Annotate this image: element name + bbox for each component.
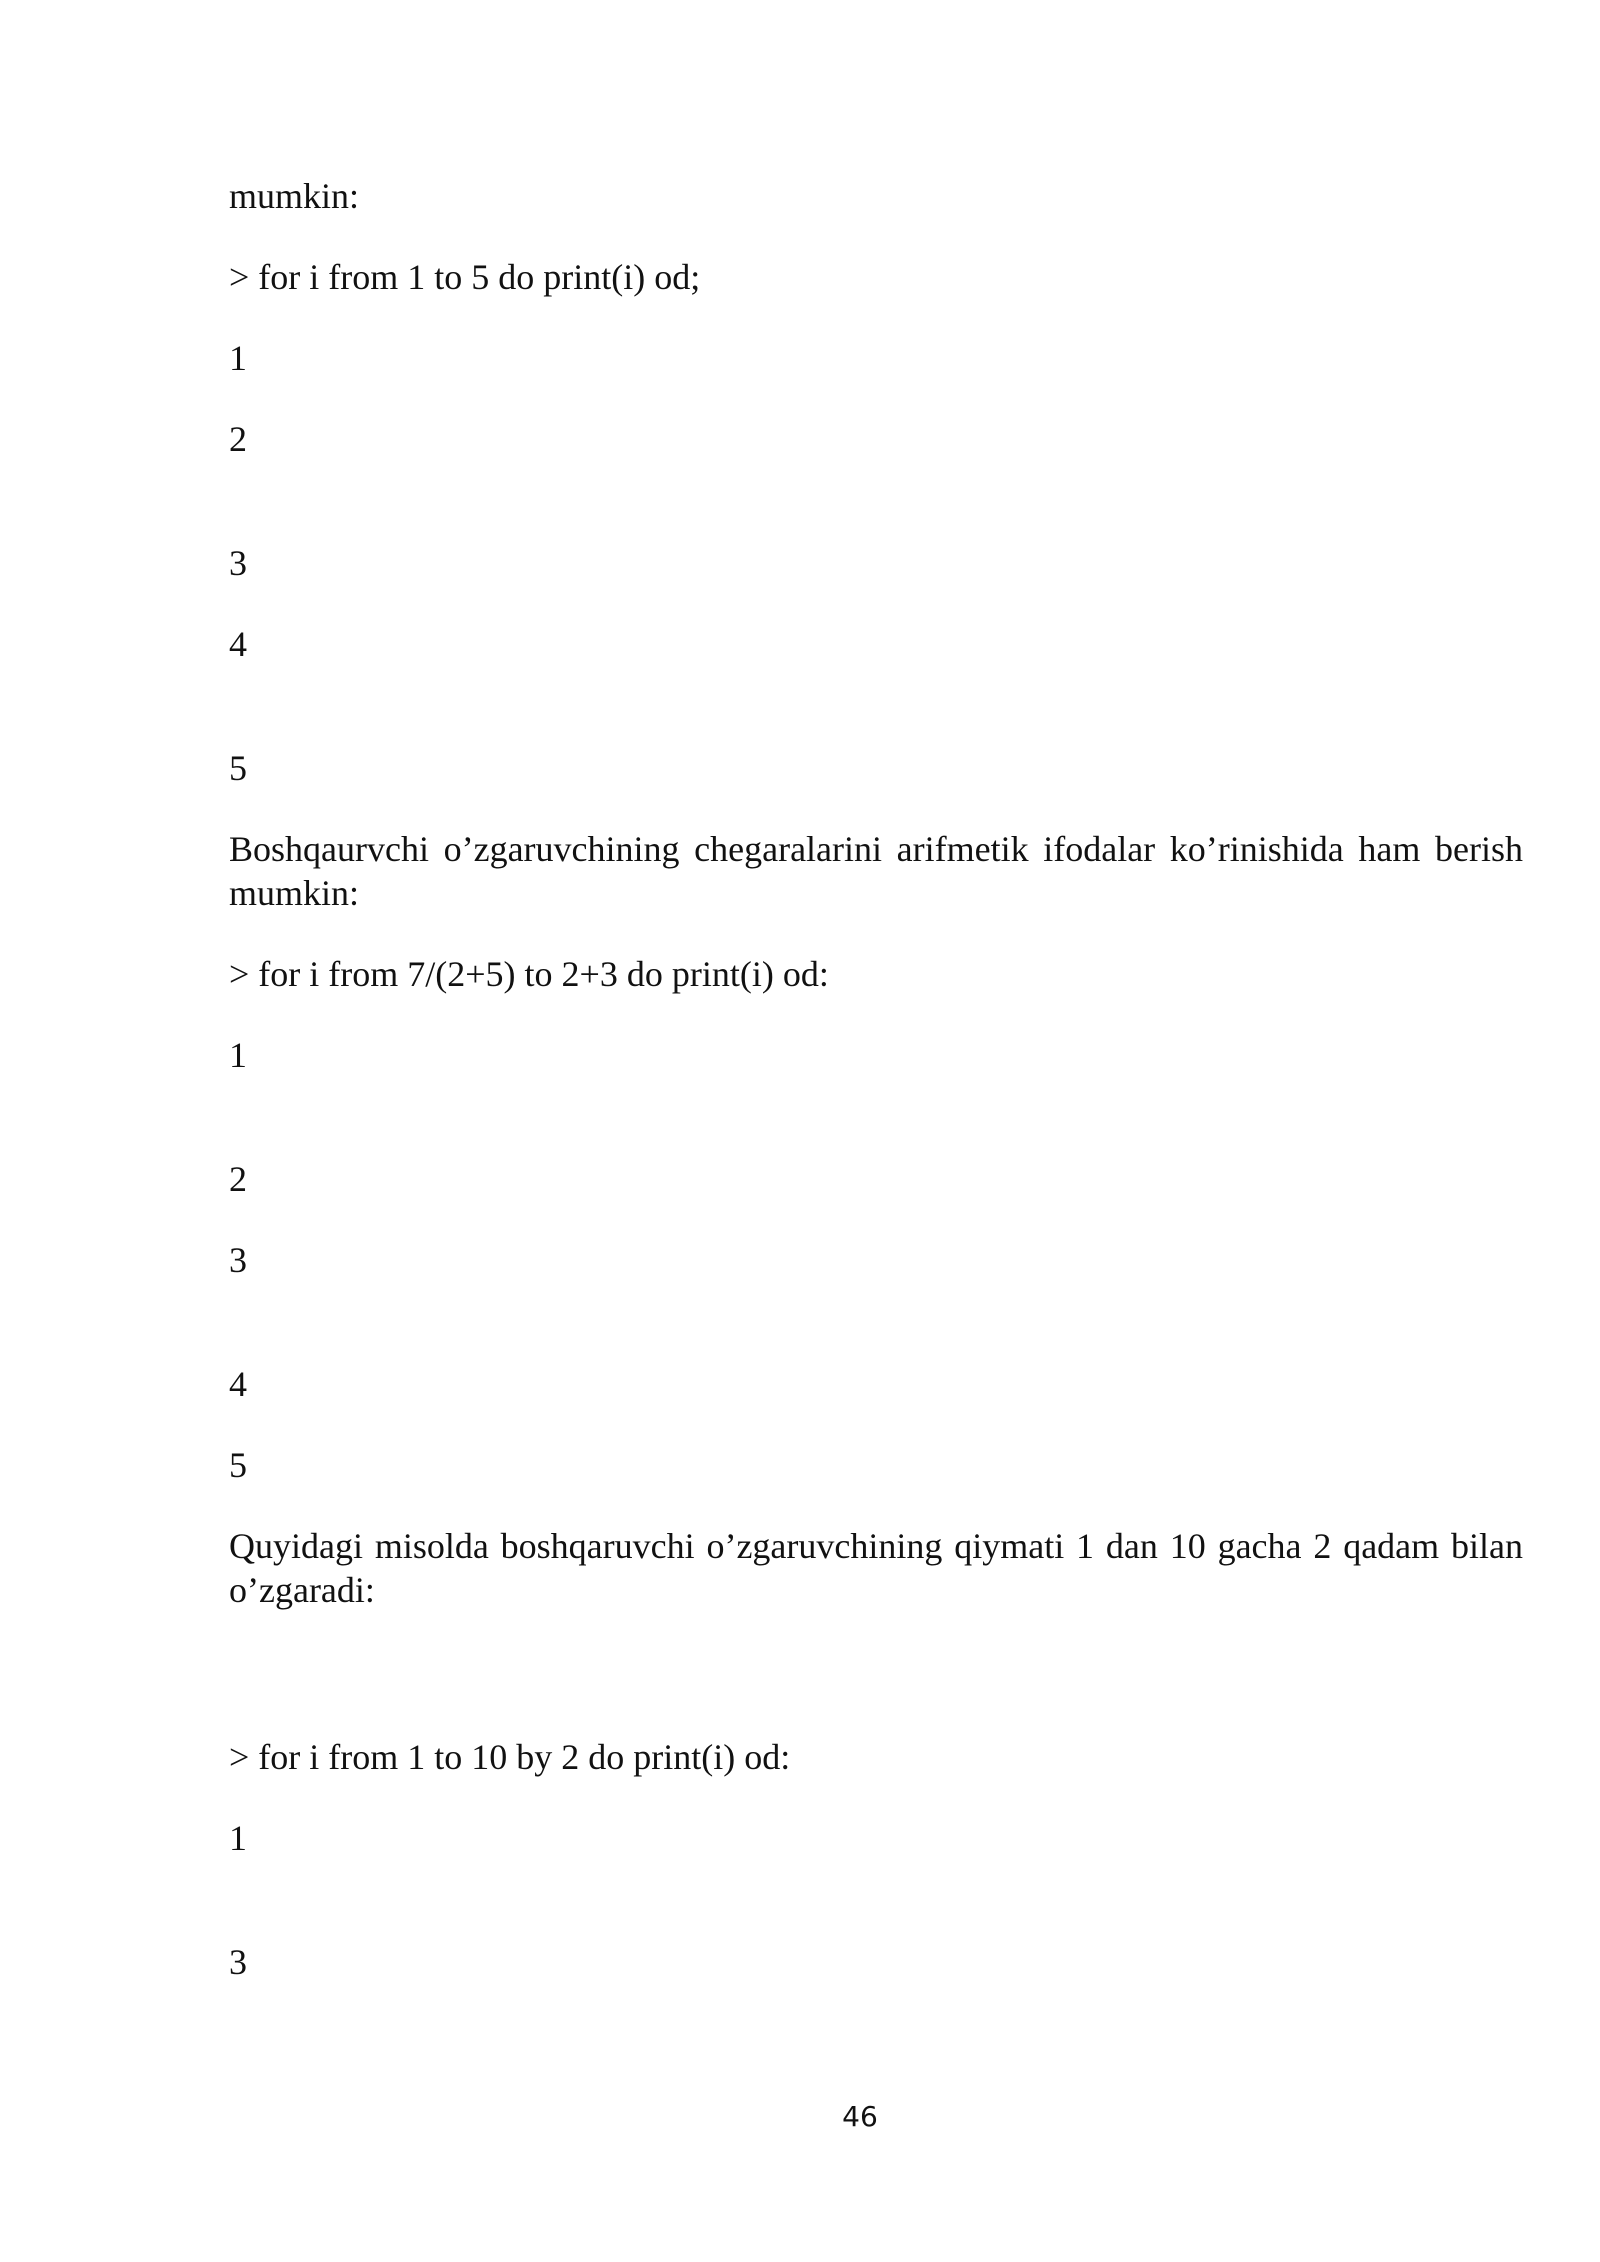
output-line: 2	[229, 1159, 247, 1199]
output-line: 3	[229, 1942, 247, 1982]
output-line: 4	[229, 624, 247, 664]
code-line: > for i from 7/(2+5) to 2+3 do print(i) od:	[229, 954, 829, 994]
output-line: 1	[229, 1818, 247, 1858]
output-line: 5	[229, 1445, 247, 1485]
paragraph: Boshqaurvchi o’zgaruvchining chegaralarini arifmetik ifodalar ko’rinishida ham berish mumkin:	[229, 829, 1523, 913]
output-line: 1	[229, 338, 247, 378]
output-line: 2	[229, 419, 247, 459]
output-line: 5	[229, 748, 247, 788]
output-line: 3	[229, 543, 247, 583]
output-line: 4	[229, 1364, 247, 1404]
text-line: mumkin:	[229, 176, 360, 216]
code-line: > for i from 1 to 10 by 2 do print(i) od:	[229, 1737, 791, 1777]
code-line: > for i from 1 to 5 do print(i) od;	[229, 257, 701, 297]
output-line: 1	[229, 1035, 247, 1075]
output-line: 3	[229, 1240, 247, 1280]
paragraph: Quyidagi misolda boshqaruvchi o’zgaruvchining qiymati 1 dan 10 gacha 2 qadam bilan o’zgaradi:	[229, 1526, 1523, 1610]
page-number: 46	[842, 2100, 878, 2133]
